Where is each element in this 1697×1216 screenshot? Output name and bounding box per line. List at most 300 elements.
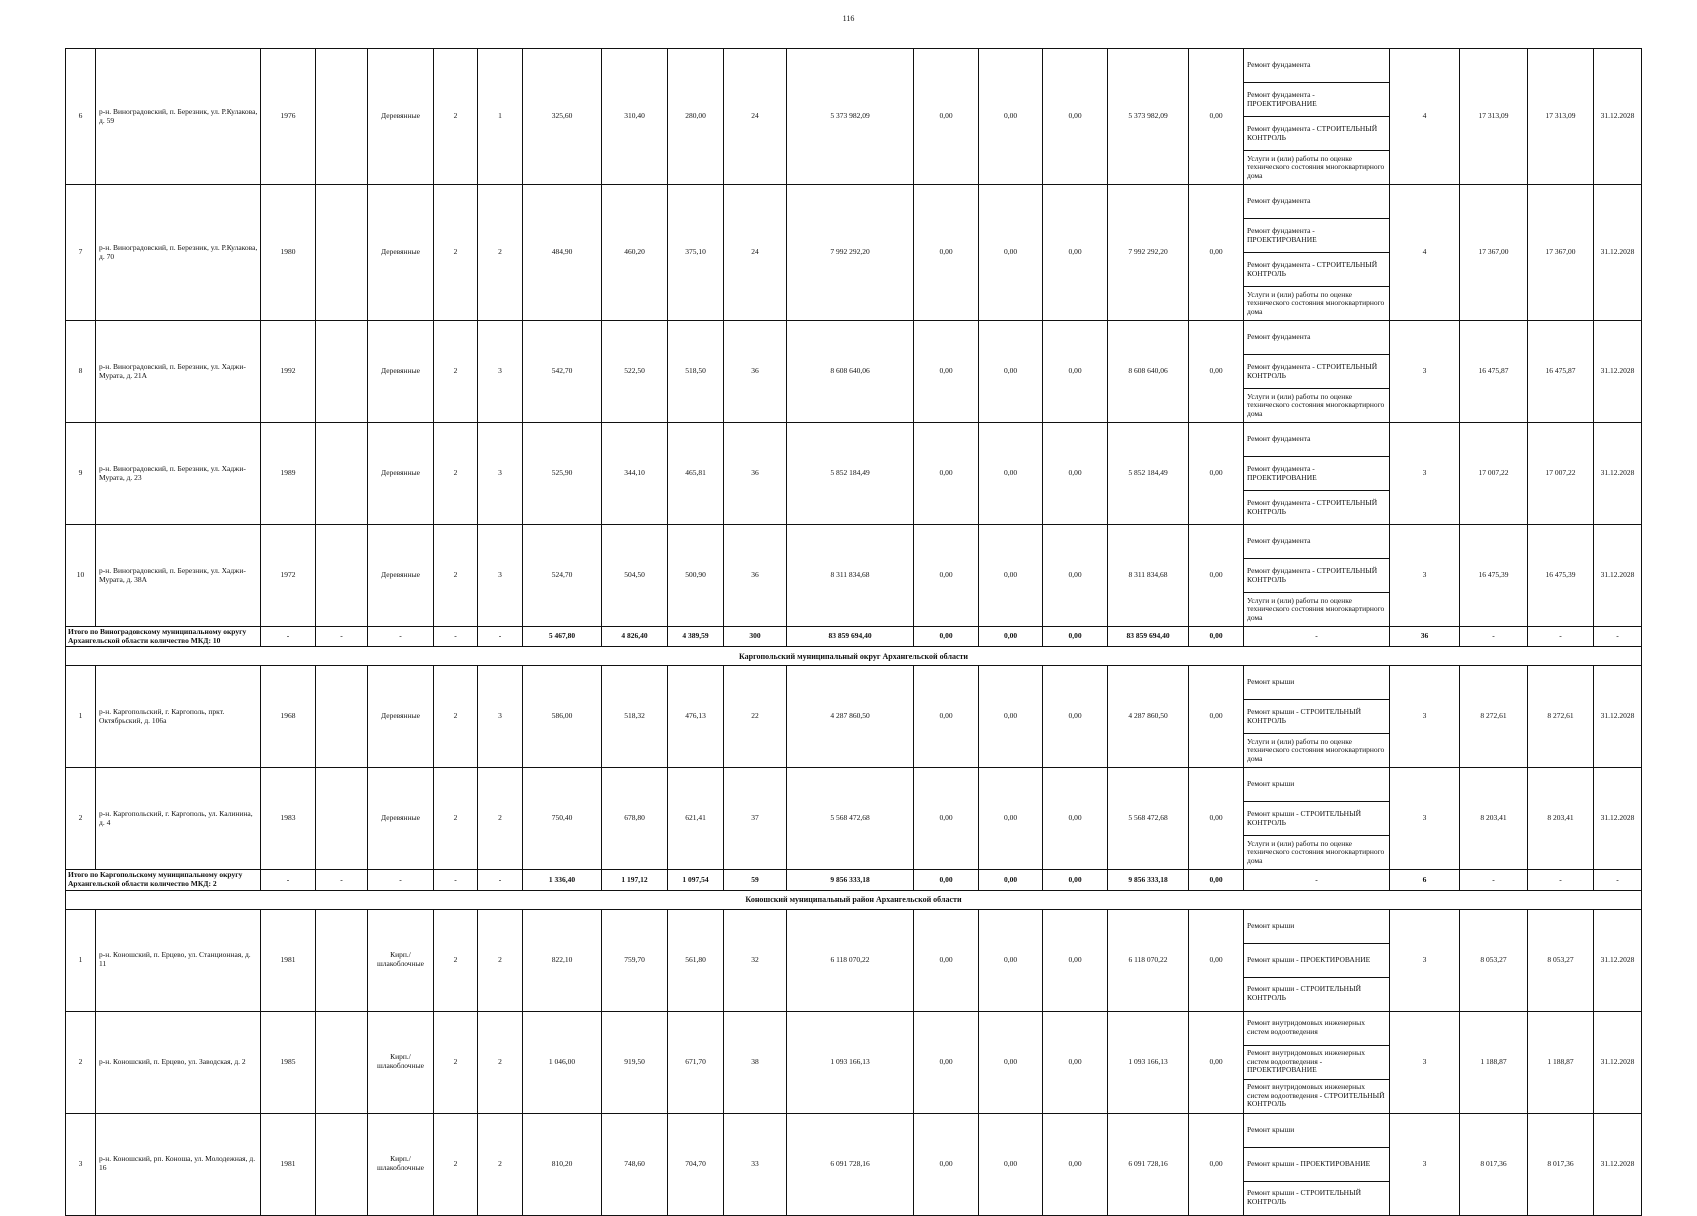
region-header-row [66,647,1642,666]
table-row [66,1113,1642,1147]
floors-cell: 2 [434,423,478,525]
work-type-cell: Ремонт крыши - СТРОИТЕЛЬНЫЙ КОНТРОЛЬ [1244,977,1390,1011]
year-cell: 1981 [261,909,316,1011]
address-cell: р-н. Виноградовский, п. Березник, ул. Хаджи-Мурата, д. 21А [96,321,261,423]
cost-total-cell: 1 093 166,13 [787,1011,914,1113]
f2-cell: 0,00 [979,49,1043,185]
f5-cell: 0,00 [1189,909,1244,1011]
deadline-cell: 31.12.2028 [1594,49,1642,185]
table-row [66,1011,1642,1045]
f5-cell: 0,00 [1189,1011,1244,1113]
total-cell: 0,00 [979,870,1043,890]
row-number: 6 [66,49,96,185]
total-cell: 83 859 694,40 [787,627,914,647]
row-number: 1 [66,666,96,768]
work-type-cell: Ремонт крыши - СТРОИТЕЛЬНЫЙ КОНТРОЛЬ [1244,802,1390,836]
work-type-cell: Ремонт фундамента - СТРОИТЕЛЬНЫЙ КОНТРОЛЬ [1244,355,1390,389]
deadline-cell: 31.12.2028 [1594,666,1642,768]
work-type-cell: Ремонт фундамента - ПРОЕКТИРОВАНИЕ [1244,83,1390,117]
floors-cell: 2 [434,1113,478,1215]
max-unit-cost-cell: 17 313,09 [1528,49,1594,185]
max-unit-cost-cell: 8 017,36 [1528,1113,1594,1215]
f3-cell: 0,00 [1043,321,1108,423]
entrances-cell: 3 [478,321,523,423]
area-living-cell: 748,60 [602,1113,668,1215]
f2-cell: 0,00 [979,909,1043,1011]
f4-cell: 5 373 982,09 [1108,49,1189,185]
wall-material-cell: Деревянные [368,321,434,423]
f2-cell: 0,00 [979,185,1043,321]
region-title: Коношский муниципальный район Архангельской области [66,890,1642,909]
f2-cell: 0,00 [979,768,1043,870]
f3-cell: 0,00 [1043,666,1108,768]
region-header-row [66,890,1642,909]
table-row [66,768,1642,802]
total-row [66,870,1642,890]
entrances-cell: 2 [478,1113,523,1215]
max-unit-cost-cell: 16 475,87 [1528,321,1594,423]
deadline-cell: 31.12.2028 [1594,321,1642,423]
total-cell: 300 [724,627,787,647]
unit-cost-cell: 8 017,36 [1460,1113,1528,1215]
cost-total-cell: 5 568 472,68 [787,768,914,870]
wall-material-cell: Деревянные [368,49,434,185]
entrances-cell: 2 [478,909,523,1011]
address-cell: р-н. Виноградовский, п. Березник, ул. Хаджи-Мурата, д. 38А [96,525,261,627]
row-number: 8 [66,321,96,423]
area-living-cell: 678,80 [602,768,668,870]
wall-material-cell: Деревянные [368,666,434,768]
residents-cell: 36 [724,423,787,525]
f2-cell: 0,00 [979,1113,1043,1215]
work-type-cell: Ремонт фундамента - СТРОИТЕЛЬНЫЙ КОНТРОЛЬ [1244,491,1390,525]
f1-cell: 0,00 [914,423,979,525]
work-count-cell: 3 [1390,666,1460,768]
deadline-cell: 31.12.2028 [1594,768,1642,870]
entrances-cell: 1 [478,49,523,185]
area-res-cell: 476,13 [668,666,724,768]
max-unit-cost-cell: 1 188,87 [1528,1011,1594,1113]
cost-total-cell: 8 311 834,68 [787,525,914,627]
total-cell: - [368,627,434,647]
blank-cell [316,525,368,627]
cost-total-cell: 5 373 982,09 [787,49,914,185]
total-cell: 0,00 [1043,627,1108,647]
blank-cell [316,1011,368,1113]
row-number: 10 [66,525,96,627]
f4-cell: 4 287 860,50 [1108,666,1189,768]
table-row [66,525,1642,559]
entrances-cell: 2 [478,1011,523,1113]
address-cell: р-н. Коношский, п. Ерцево, ул. Заводская, д. 2 [96,1011,261,1113]
f1-cell: 0,00 [914,49,979,185]
row-number: 9 [66,423,96,525]
year-cell: 1972 [261,525,316,627]
f5-cell: 0,00 [1189,423,1244,525]
f4-cell: 6 091 728,16 [1108,1113,1189,1215]
f1-cell: 0,00 [914,1113,979,1215]
total-cell: - [434,870,478,890]
total-cell: - [1460,870,1528,890]
row-number: 2 [66,1011,96,1113]
work-count-cell: 3 [1390,768,1460,870]
unit-cost-cell: 16 475,39 [1460,525,1528,627]
capital-repair-table-container [65,48,1641,1216]
work-type-cell: Ремонт фундамента - ПРОЕКТИРОВАНИЕ [1244,219,1390,253]
year-cell: 1992 [261,321,316,423]
deadline-cell: 31.12.2028 [1594,1011,1642,1113]
area-living-cell: 522,50 [602,321,668,423]
area-total-cell: 750,40 [523,768,602,870]
floors-cell: 2 [434,1011,478,1113]
work-count-cell: 3 [1390,1113,1460,1215]
f5-cell: 0,00 [1189,768,1244,870]
f4-cell: 5 568 472,68 [1108,768,1189,870]
unit-cost-cell: 17 313,09 [1460,49,1528,185]
entrances-cell: 2 [478,768,523,870]
table-row [66,185,1642,219]
area-total-cell: 325,60 [523,49,602,185]
area-living-cell: 919,50 [602,1011,668,1113]
f3-cell: 0,00 [1043,909,1108,1011]
address-cell: р-н. Коношский, рп. Коноша, ул. Молодежная, д. 16 [96,1113,261,1215]
work-count-cell: 3 [1390,1011,1460,1113]
f3-cell: 0,00 [1043,1011,1108,1113]
f3-cell: 0,00 [1043,768,1108,870]
max-unit-cost-cell: 8 053,27 [1528,909,1594,1011]
max-unit-cost-cell: 8 272,61 [1528,666,1594,768]
work-type-cell: Услуги и (или) работы по оценке технического состояния многоквартирного дома [1244,287,1390,321]
page-number: 116 [842,14,855,23]
total-cell: 83 859 694,40 [1108,627,1189,647]
total-cell: - [316,627,368,647]
total-cell: 36 [1390,627,1460,647]
work-type-cell: Услуги и (или) работы по оценке технического состояния многоквартирного дома [1244,836,1390,870]
residents-cell: 36 [724,321,787,423]
region-title: Каргопольский муниципальный округ Архангельской области [66,647,1642,666]
blank-cell [316,909,368,1011]
floors-cell: 2 [434,768,478,870]
residents-cell: 37 [724,768,787,870]
area-living-cell: 504,50 [602,525,668,627]
work-type-cell: Ремонт фундамента [1244,185,1390,219]
f3-cell: 0,00 [1043,185,1108,321]
wall-material-cell: Кирп./ шлакоблочные [368,1113,434,1215]
total-cell: 59 [724,870,787,890]
residents-cell: 22 [724,666,787,768]
f2-cell: 0,00 [979,525,1043,627]
blank-cell [316,321,368,423]
work-type-cell: Ремонт фундамента - ПРОЕКТИРОВАНИЕ [1244,457,1390,491]
area-res-cell: 671,70 [668,1011,724,1113]
table-row [66,666,1642,700]
unit-cost-cell: 8 272,61 [1460,666,1528,768]
work-count-cell: 3 [1390,321,1460,423]
address-cell: р-н. Виноградовский, п. Березник, ул. Р.Кулакова, д. 59 [96,49,261,185]
f4-cell: 8 311 834,68 [1108,525,1189,627]
residents-cell: 24 [724,185,787,321]
area-living-cell: 460,20 [602,185,668,321]
total-cell: 0,00 [914,627,979,647]
row-number: 7 [66,185,96,321]
work-type-cell: Ремонт крыши [1244,909,1390,943]
total-cell: - [316,870,368,890]
f4-cell: 7 992 292,20 [1108,185,1189,321]
year-cell: 1983 [261,768,316,870]
total-cell: 1 197,12 [602,870,668,890]
work-count-cell: 3 [1390,909,1460,1011]
work-type-cell: Ремонт внутридомовых инженерных систем водоотведения - ПРОЕКТИРОВАНИЕ [1244,1045,1390,1079]
deadline-cell: 31.12.2028 [1594,909,1642,1011]
floors-cell: 2 [434,185,478,321]
area-living-cell: 344,10 [602,423,668,525]
total-cell: 5 467,80 [523,627,602,647]
total-cell: - [368,870,434,890]
row-number: 2 [66,768,96,870]
area-total-cell: 586,00 [523,666,602,768]
work-type-cell: Ремонт фундамента - СТРОИТЕЛЬНЫЙ КОНТРОЛЬ [1244,253,1390,287]
f4-cell: 5 852 184,49 [1108,423,1189,525]
work-type-cell: Ремонт крыши - ПРОЕКТИРОВАНИЕ [1244,943,1390,977]
total-cell: 0,00 [914,870,979,890]
table-row [66,49,1642,83]
row-number: 1 [66,909,96,1011]
unit-cost-cell: 17 007,22 [1460,423,1528,525]
total-cell: - [1528,627,1594,647]
floors-cell: 2 [434,321,478,423]
unit-cost-cell: 16 475,87 [1460,321,1528,423]
deadline-cell: 31.12.2028 [1594,185,1642,321]
total-cell: - [261,627,316,647]
entrances-cell: 3 [478,423,523,525]
cost-total-cell: 7 992 292,20 [787,185,914,321]
total-cell: - [478,870,523,890]
cost-total-cell: 6 118 070,22 [787,909,914,1011]
max-unit-cost-cell: 17 367,00 [1528,185,1594,321]
max-unit-cost-cell: 16 475,39 [1528,525,1594,627]
f4-cell: 8 608 640,06 [1108,321,1189,423]
work-type-cell: Ремонт крыши - СТРОИТЕЛЬНЫЙ КОНТРОЛЬ [1244,1181,1390,1215]
total-cell: 6 [1390,870,1460,890]
total-cell: 4 389,59 [668,627,724,647]
total-row [66,627,1642,647]
work-type-cell: Ремонт крыши - СТРОИТЕЛЬНЫЙ КОНТРОЛЬ [1244,700,1390,734]
residents-cell: 32 [724,909,787,1011]
total-cell: - [1594,870,1642,890]
wall-material-cell: Кирп./ шлакоблочные [368,1011,434,1113]
area-total-cell: 822,10 [523,909,602,1011]
wall-material-cell: Деревянные [368,525,434,627]
f4-cell: 6 118 070,22 [1108,909,1189,1011]
work-type-cell: Ремонт внутридомовых инженерных систем водоотведения - СТРОИТЕЛЬНЫЙ КОНТРОЛЬ [1244,1079,1390,1113]
work-count-cell: 4 [1390,49,1460,185]
f5-cell: 0,00 [1189,49,1244,185]
f5-cell: 0,00 [1189,185,1244,321]
f2-cell: 0,00 [979,423,1043,525]
max-unit-cost-cell: 17 007,22 [1528,423,1594,525]
work-type-cell: Ремонт крыши [1244,666,1390,700]
unit-cost-cell: 8 203,41 [1460,768,1528,870]
floors-cell: 2 [434,666,478,768]
unit-cost-cell: 8 053,27 [1460,909,1528,1011]
work-type-cell: Ремонт внутридомовых инженерных систем водоотведения [1244,1011,1390,1045]
residents-cell: 33 [724,1113,787,1215]
total-cell: - [1528,870,1594,890]
area-res-cell: 561,80 [668,909,724,1011]
total-cell: 0,00 [1189,870,1244,890]
area-living-cell: 759,70 [602,909,668,1011]
area-res-cell: 518,50 [668,321,724,423]
residents-cell: 24 [724,49,787,185]
total-cell: - [478,627,523,647]
address-cell: р-н. Каргопольский, г. Каргополь, ул. Калинина, д. 4 [96,768,261,870]
total-cell: 0,00 [1043,870,1108,890]
unit-cost-cell: 1 188,87 [1460,1011,1528,1113]
f3-cell: 0,00 [1043,1113,1108,1215]
work-type-cell: Ремонт фундамента [1244,49,1390,83]
year-cell: 1985 [261,1011,316,1113]
wall-material-cell: Деревянные [368,768,434,870]
wall-material-cell: Деревянные [368,185,434,321]
work-type-cell: Услуги и (или) работы по оценке технического состояния многоквартирного дома [1244,389,1390,423]
f2-cell: 0,00 [979,1011,1043,1113]
cost-total-cell: 4 287 860,50 [787,666,914,768]
work-type-cell: Ремонт крыши - ПРОЕКТИРОВАНИЕ [1244,1147,1390,1181]
work-type-cell: Услуги и (или) работы по оценке технического состояния многоквартирного дома [1244,151,1390,185]
work-type-cell: Ремонт фундамента - СТРОИТЕЛЬНЫЙ КОНТРОЛЬ [1244,117,1390,151]
year-cell: 1968 [261,666,316,768]
cost-total-cell: 8 608 640,06 [787,321,914,423]
area-living-cell: 518,32 [602,666,668,768]
address-cell: р-н. Каргопольский, г. Каргополь, пркт. Октябрьский, д. 106а [96,666,261,768]
table-row [66,909,1642,943]
cost-total-cell: 6 091 728,16 [787,1113,914,1215]
address-cell: р-н. Коношский, п. Ерцево, ул. Станционная, д. 11 [96,909,261,1011]
capital-repair-table [65,48,1642,1216]
cost-total-cell: 5 852 184,49 [787,423,914,525]
work-type-cell: Услуги и (или) работы по оценке технического состояния многоквартирного дома [1244,734,1390,768]
area-total-cell: 810,20 [523,1113,602,1215]
table-body [66,49,1642,1216]
work-type-cell: Услуги и (или) работы по оценке технического состояния многоквартирного дома [1244,593,1390,627]
f4-cell: 1 093 166,13 [1108,1011,1189,1113]
blank-cell [316,423,368,525]
blank-cell [316,185,368,321]
area-res-cell: 621,41 [668,768,724,870]
area-total-cell: 1 046,00 [523,1011,602,1113]
f5-cell: 0,00 [1189,525,1244,627]
total-cell: - [1460,627,1528,647]
total-cell: 0,00 [1189,627,1244,647]
residents-cell: 36 [724,525,787,627]
f3-cell: 0,00 [1043,423,1108,525]
total-cell: 4 826,40 [602,627,668,647]
area-total-cell: 524,70 [523,525,602,627]
f1-cell: 0,00 [914,185,979,321]
f3-cell: 0,00 [1043,525,1108,627]
area-res-cell: 704,70 [668,1113,724,1215]
work-count-cell: 3 [1390,525,1460,627]
f1-cell: 0,00 [914,1011,979,1113]
area-res-cell: 280,00 [668,49,724,185]
work-type-cell: Ремонт фундамента [1244,321,1390,355]
total-cell: - [1244,870,1390,890]
area-res-cell: 375,10 [668,185,724,321]
f2-cell: 0,00 [979,666,1043,768]
total-cell: 1 336,40 [523,870,602,890]
row-number: 3 [66,1113,96,1215]
f3-cell: 0,00 [1043,49,1108,185]
max-unit-cost-cell: 8 203,41 [1528,768,1594,870]
area-total-cell: 542,70 [523,321,602,423]
table-row [66,423,1642,457]
work-type-cell: Ремонт фундамента [1244,423,1390,457]
area-total-cell: 484,90 [523,185,602,321]
f5-cell: 0,00 [1189,321,1244,423]
work-type-cell: Ремонт фундамента [1244,525,1390,559]
deadline-cell: 31.12.2028 [1594,525,1642,627]
entrances-cell: 2 [478,185,523,321]
f2-cell: 0,00 [979,321,1043,423]
unit-cost-cell: 17 367,00 [1460,185,1528,321]
work-type-cell: Ремонт крыши [1244,768,1390,802]
deadline-cell: 31.12.2028 [1594,1113,1642,1215]
floors-cell: 2 [434,49,478,185]
total-cell: 9 856 333,18 [1108,870,1189,890]
total-cell: - [1594,627,1642,647]
work-type-cell: Ремонт крыши [1244,1113,1390,1147]
total-cell: - [1244,627,1390,647]
wall-material-cell: Кирп./ шлакоблочные [368,909,434,1011]
f1-cell: 0,00 [914,909,979,1011]
total-cell: 9 856 333,18 [787,870,914,890]
f1-cell: 0,00 [914,666,979,768]
work-count-cell: 4 [1390,185,1460,321]
total-cell: - [434,627,478,647]
year-cell: 1980 [261,185,316,321]
deadline-cell: 31.12.2028 [1594,423,1642,525]
f1-cell: 0,00 [914,525,979,627]
entrances-cell: 3 [478,666,523,768]
f1-cell: 0,00 [914,321,979,423]
area-total-cell: 525,90 [523,423,602,525]
f5-cell: 0,00 [1189,1113,1244,1215]
total-cell: 0,00 [979,627,1043,647]
area-living-cell: 310,40 [602,49,668,185]
year-cell: 1981 [261,1113,316,1215]
total-label: Итого по Каргопольскому муниципальному округу Архангельской области количество МКД: 2 [66,870,261,890]
area-res-cell: 500,90 [668,525,724,627]
year-cell: 1989 [261,423,316,525]
blank-cell [316,49,368,185]
year-cell: 1976 [261,49,316,185]
floors-cell: 2 [434,909,478,1011]
entrances-cell: 3 [478,525,523,627]
address-cell: р-н. Виноградовский, п. Березник, ул. Хаджи-Мурата, д. 23 [96,423,261,525]
blank-cell [316,666,368,768]
work-type-cell: Ремонт фундамента - СТРОИТЕЛЬНЫЙ КОНТРОЛЬ [1244,559,1390,593]
total-label: Итого по Виноградовскому муниципальному округу Архангельской области количество МКД: 10 [66,627,261,647]
blank-cell [316,768,368,870]
f5-cell: 0,00 [1189,666,1244,768]
work-count-cell: 3 [1390,423,1460,525]
f1-cell: 0,00 [914,768,979,870]
floors-cell: 2 [434,525,478,627]
residents-cell: 38 [724,1011,787,1113]
total-cell: - [261,870,316,890]
address-cell: р-н. Виноградовский, п. Березник, ул. Р.Кулакова, д. 70 [96,185,261,321]
table-row [66,321,1642,355]
